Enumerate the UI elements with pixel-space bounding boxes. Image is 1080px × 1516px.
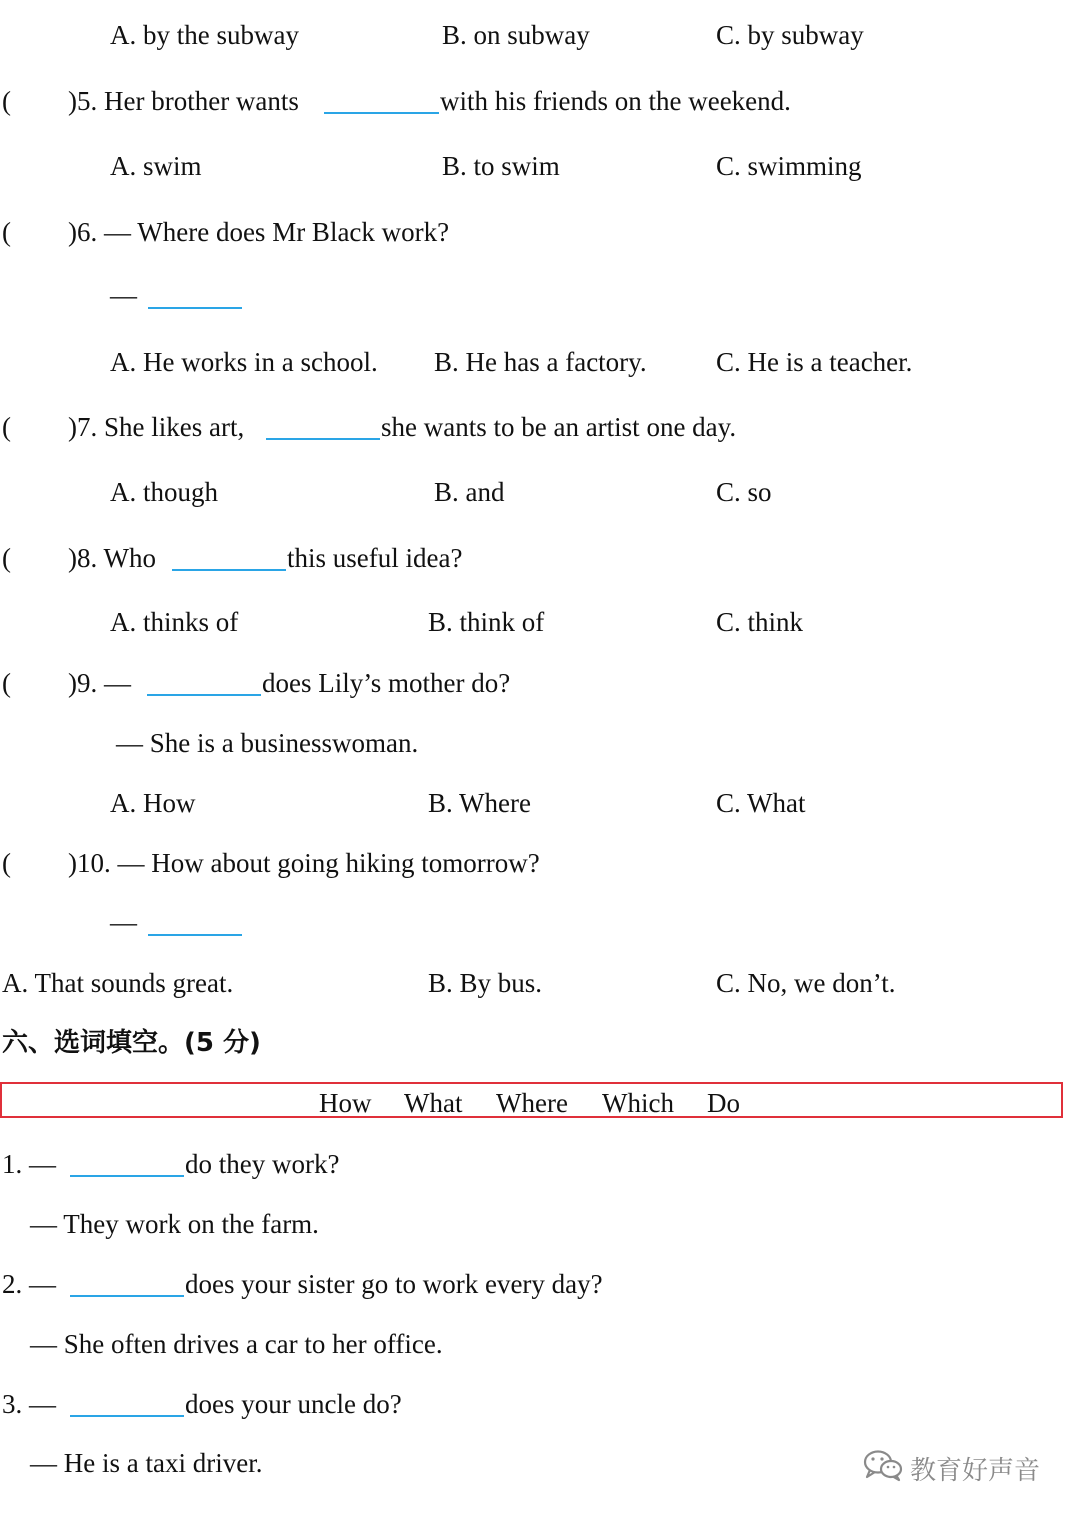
q5-option-a: A. swim (110, 151, 202, 181)
q9-paren: ( (2, 668, 11, 698)
watermark-text: 教育好声音 (910, 1456, 1041, 1486)
q9-option-b: B. Where (428, 788, 531, 818)
q9-stem-before: )9. — (68, 668, 131, 698)
q5-paren: ( (2, 86, 11, 116)
q8-option-b: B. think of (428, 607, 545, 637)
q6-option-b: B. He has a factory. (434, 347, 647, 377)
q9-stem-after: does Lily’s mother do? (262, 668, 511, 698)
fill-item-1-blank[interactable] (70, 1175, 184, 1177)
q6-option-c: C. He is a teacher. (716, 347, 913, 377)
q9-blank[interactable] (147, 694, 261, 696)
fill-item-2-reply: — She often drives a car to her office. (30, 1329, 443, 1359)
fill-item-2-prefix: 2. — (2, 1269, 56, 1299)
q4-option-c: C. by subway (716, 20, 864, 50)
word-bank-what: What (404, 1088, 463, 1118)
fill-item-3-question: does your uncle do? (185, 1389, 402, 1419)
fill-item-3-prefix: 3. — (2, 1389, 56, 1419)
q7-option-c: C. so (716, 477, 772, 507)
q4-option-a: A. by the subway (110, 20, 299, 50)
q10-answer-dash: — (110, 907, 137, 937)
q6-answer-dash: — (110, 280, 137, 310)
q6-paren: ( (2, 217, 11, 247)
q6-blank[interactable] (148, 307, 242, 309)
q8-stem-after: this useful idea? (287, 543, 463, 573)
fill-item-1-prefix: 1. — (2, 1149, 56, 1179)
q9-option-c: C. What (716, 788, 806, 818)
wechat-icon (862, 1448, 904, 1489)
word-bank-how: How (319, 1088, 372, 1118)
q6-stem: )6. — Where does Mr Black work? (68, 217, 450, 247)
q8-option-c: C. think (716, 607, 804, 637)
q5-option-c: C. swimming (716, 151, 862, 181)
q8-stem-before: )8. Who (68, 543, 156, 573)
q5-stem-before: )5. Her brother wants (68, 86, 299, 116)
fill-item-1-reply: — They work on the farm. (30, 1209, 319, 1239)
q10-stem: )10. — How about going hiking tomorrow? (68, 848, 540, 878)
watermark (862, 1448, 1040, 1489)
q10-blank[interactable] (148, 934, 242, 936)
fill-item-1-question: do they work? (185, 1149, 340, 1179)
fill-item-2-blank[interactable] (70, 1295, 184, 1297)
q5-stem-after: with his friends on the weekend. (440, 86, 791, 116)
fill-item-3-reply: — He is a taxi driver. (30, 1448, 263, 1478)
q7-option-a: A. though (110, 477, 218, 507)
word-bank-do: Do (707, 1088, 740, 1118)
q10-paren: ( (2, 848, 11, 878)
q5-option-b: B. to swim (442, 151, 560, 181)
q7-option-b: B. and (434, 477, 505, 507)
q8-blank[interactable] (172, 569, 286, 571)
word-bank-where: Where (496, 1088, 568, 1118)
fill-item-3-blank[interactable] (70, 1415, 184, 1417)
q9-option-a: A. How (110, 788, 196, 818)
q9-reply: — She is a businesswoman. (116, 728, 419, 758)
q7-stem-after: she wants to be an artist one day. (381, 412, 737, 442)
word-bank-which: Which (602, 1088, 674, 1118)
section6-heading: 六、选词填空。(5 分) (2, 1028, 261, 1058)
q5-blank[interactable] (324, 112, 439, 114)
q8-option-a: A. thinks of (110, 607, 239, 637)
q4-option-b: B. on subway (442, 20, 590, 50)
q8-paren: ( (2, 543, 11, 573)
q10-option-b: B. By bus. (428, 968, 543, 998)
q7-paren: ( (2, 412, 11, 442)
q6-option-a: A. He works in a school. (110, 347, 378, 377)
fill-item-2-question: does your sister go to work every day? (185, 1269, 603, 1299)
q10-option-c: C. No, we don’t. (716, 968, 896, 998)
q7-stem-before: )7. She likes art, (68, 412, 245, 442)
q7-blank[interactable] (266, 438, 380, 440)
q10-option-a: A. That sounds great. (2, 968, 234, 998)
